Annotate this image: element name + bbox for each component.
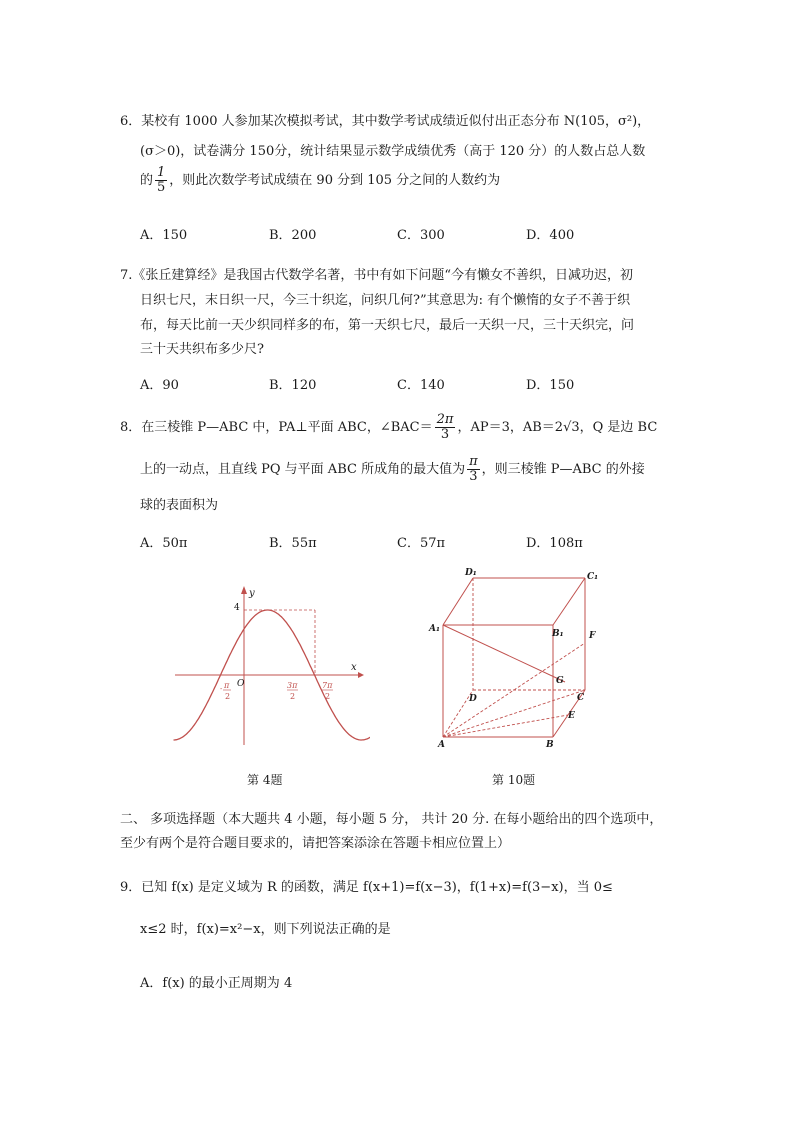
label-e: E <box>568 711 575 721</box>
section-2-line1: 二、 多项选择题（本大题共 4 小题，每小题 5 分， 共计 20 分. 在每小题给出的四个选项中， <box>120 812 663 827</box>
q6-option-c: C．300 <box>397 228 445 243</box>
label-d1: D₁ <box>465 568 477 578</box>
label-f: F <box>589 631 596 641</box>
q8-frac2-num: π <box>469 454 478 469</box>
label-g: G <box>556 676 564 686</box>
q6-line1: 6．某校有 1000 人参加某次模拟考试，其中数学考试成绩近似付出正态分布 N(105，σ²)， <box>120 114 651 129</box>
q8-frac1-den: 3 <box>440 427 450 442</box>
q6-option-a: A．150 <box>140 228 188 243</box>
q7-line1: 7.《张丘建算经》是我国古代数学名著，书中有如下问题“今有懒女不善织，日减功迟，初 <box>120 268 634 283</box>
tick-7pi-num: 7π <box>322 681 333 690</box>
q6-line3-post: ，则此次数学考试成绩在 90 分到 105 分之间的人数约为 <box>169 173 501 188</box>
q8-option-b: B．55π <box>269 536 317 551</box>
q8-line1-pre: 8．在三棱锥 P—ABC 中，PA⊥平面 ABC，∠BAC＝ <box>120 420 433 435</box>
q8-option-d: D．108π <box>526 536 583 551</box>
q8-fraction-2 <box>467 455 480 484</box>
q8-option-a: A．50π <box>140 536 188 551</box>
tick-neg-num: π <box>224 681 230 690</box>
q9-line1: 9．已知 f(x) 是定义域为 R 的函数，满足 f(x+1)=f(x−3)，f(1+x)=f(3−x)，当 0≤ <box>120 880 613 895</box>
q7-line4: 三十天共织布多少尺? <box>140 342 264 357</box>
q8-frac2-den: 3 <box>469 469 478 484</box>
q8-line1 <box>120 413 657 442</box>
q8-line2 <box>140 455 645 484</box>
q8-option-c: C．57π <box>397 536 446 551</box>
q6-fraction <box>155 166 167 195</box>
q7-line2: 日织七尺，末日织一尺，今三十织迄，问织几何?”其意思为: 有个懒惰的女子不善于织 <box>140 293 631 308</box>
label-c1: C₁ <box>587 572 599 582</box>
figure-4-caption: 第 4题 <box>247 773 283 787</box>
section-2-line2: 至少有两个是符合题目要求的，请把答案添涂在答题卡相应位置上） <box>120 836 511 851</box>
origin-label: O <box>237 679 245 689</box>
edge-b1-c1 <box>553 578 585 625</box>
tick-3pi-num: 3π <box>287 681 298 690</box>
figure-10-caption: 第 10题 <box>492 773 536 787</box>
y-axis-label: y <box>249 588 255 599</box>
q6-frac-den: 5 <box>157 180 166 195</box>
q8-frac1-num: 2π <box>436 412 454 427</box>
figure-4-sine-graph <box>170 580 370 755</box>
q7-option-d: D．150 <box>526 378 575 393</box>
q8-line3: 球的表面积为 <box>140 498 219 513</box>
q6-line3-pre: 的 <box>140 173 154 188</box>
q6-option-b: B．200 <box>269 228 317 243</box>
label-d: D <box>469 694 477 704</box>
segment-a1-g <box>443 625 565 682</box>
q9-option-a: A．f(x) 的最小正周期为 4 <box>140 976 293 991</box>
y-axis-arrow-icon <box>241 586 247 594</box>
q6-line3 <box>140 166 500 195</box>
x-axis-label: x <box>351 662 357 673</box>
q8-fraction-1 <box>435 413 456 442</box>
tick-4-label: 4 <box>234 603 240 613</box>
label-b1: B₁ <box>552 629 564 639</box>
tick-3pi-den: 2 <box>290 692 296 701</box>
q6-frac-num: 1 <box>157 165 166 180</box>
tick-neg-sign: - <box>220 685 223 693</box>
q7-line3: 布，每天比前一天少织同样多的布，第一天织七尺，最后一天织一尺，三十天织完，问 <box>140 318 635 333</box>
dashed-a-e <box>443 715 568 737</box>
q7-option-b: B．120 <box>269 378 317 393</box>
q6-option-d: D．400 <box>526 228 575 243</box>
q9-line2: x≤2 时，f(x)=x²−x，则下列说法正确的是 <box>140 922 391 937</box>
q8-line2-post: ，则三棱锥 P—ABC 的外接 <box>481 462 645 477</box>
q8-line1-post: ，AP＝3，AB＝2√3，Q 是边 BC <box>457 420 658 435</box>
label-a1: A₁ <box>429 624 440 634</box>
tick-7pi-den: 2 <box>325 692 331 701</box>
label-c: C <box>577 693 585 703</box>
q6-line2: (σ＞0)，试卷满分 150分，统计结果显示数学成绩优秀（高于 120 分）的人数占总人数 <box>140 144 646 159</box>
label-b: B <box>546 740 554 750</box>
x-axis-arrow-icon <box>358 672 364 678</box>
edge-a1-d1 <box>443 578 473 625</box>
q7-option-a: A．90 <box>140 378 179 393</box>
label-a: A <box>438 740 445 750</box>
q8-line2-pre: 上的一动点，且直线 PQ 与平面 ABC 所成角的最大值为 <box>140 462 466 477</box>
dashed-a-c <box>443 690 585 737</box>
q7-option-c: C．140 <box>397 378 445 393</box>
figure-10-cube <box>425 565 615 750</box>
tick-neg-den: 2 <box>225 692 231 701</box>
